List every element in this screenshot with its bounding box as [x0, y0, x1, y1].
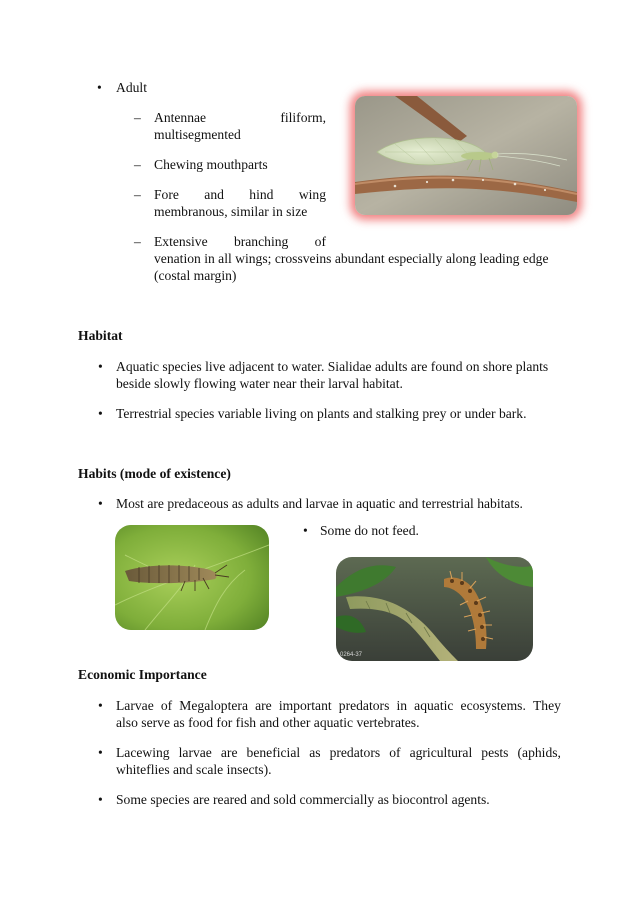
habits-bullet-1: • — [98, 496, 103, 511]
larva-on-leaf-photo — [115, 525, 269, 630]
larva-on-stem-photo — [336, 557, 533, 661]
habitat-bullet-2: • — [98, 406, 103, 421]
habits-item-1-line-1: Most are predaceous as adults and larvae in aquatic and terrestrial habitats. — [116, 496, 523, 511]
economic-bullet-2: • — [98, 745, 103, 760]
habitat-heading: Habitat — [78, 328, 123, 343]
adult-item-3-line-1: Fore and hind wing — [154, 187, 326, 202]
economic-item-2-line-1: Lacewing larvae are beneficial as predators of agricultural pests (aphids, — [116, 745, 561, 760]
adult-item-2-line-1: Chewing mouthparts — [154, 157, 268, 172]
larva-leaf-icon — [115, 525, 269, 630]
economic-bullet-1: • — [98, 698, 103, 713]
economic-item-2-line-2: whiteflies and scale insects). — [116, 762, 272, 777]
economic-bullet-3: • — [98, 792, 103, 807]
adult-item-3-line-2: membranous, similar in size — [154, 204, 308, 219]
lacewing-adult-photo — [355, 96, 577, 215]
adult-item-4-line-1: Extensive branching of — [154, 234, 326, 249]
habits-item-2-line-1: Some do not feed. — [320, 523, 419, 538]
lacewing-icon — [355, 96, 577, 215]
photo-caption: 0264-37 — [340, 652, 363, 658]
adult-item-1-line-2: multisegmented — [154, 127, 241, 142]
economic-item-3-line-1: Some species are reared and sold commercially as biocontrol agents. — [116, 792, 490, 807]
adult-item-4-line-3: (costal margin) — [154, 268, 237, 283]
habits-heading: Habits (mode of existence) — [78, 466, 231, 481]
habitat-item-1-line-2: beside slowly flowing water near their larval habitat. — [116, 376, 403, 391]
larva-stem-icon — [336, 557, 533, 661]
adult-item-1-line-1: Antennae filiform, — [154, 110, 326, 125]
adult-dash-1: – — [134, 110, 141, 125]
economic-item-1-line-1: Larvae of Megaloptera are important predators in aquatic ecosystems. They — [116, 698, 561, 713]
adult-bullet: • — [97, 80, 102, 95]
adult-item-4-line-2: venation in all wings; crossveins abundant especially along leading edge — [154, 251, 549, 266]
economic-item-1-line-2: also serve as food for fish and other aquatic vertebrates. — [116, 715, 420, 730]
adult-dash-4: – — [134, 234, 141, 249]
adult-dash-3: – — [134, 187, 141, 202]
adult-dash-2: – — [134, 157, 141, 172]
habitat-item-2-line-1: Terrestrial species variable living on plants and stalking prey or under bark. — [116, 406, 527, 421]
habitat-item-1-line-1: Aquatic species live adjacent to water. Sialidae adults are found on shore plants — [116, 359, 549, 374]
economic-heading: Economic Importance — [78, 667, 207, 682]
adult-label: Adult — [116, 80, 147, 95]
habitat-bullet-1: • — [98, 359, 103, 374]
habits-bullet-2: • — [303, 523, 308, 538]
